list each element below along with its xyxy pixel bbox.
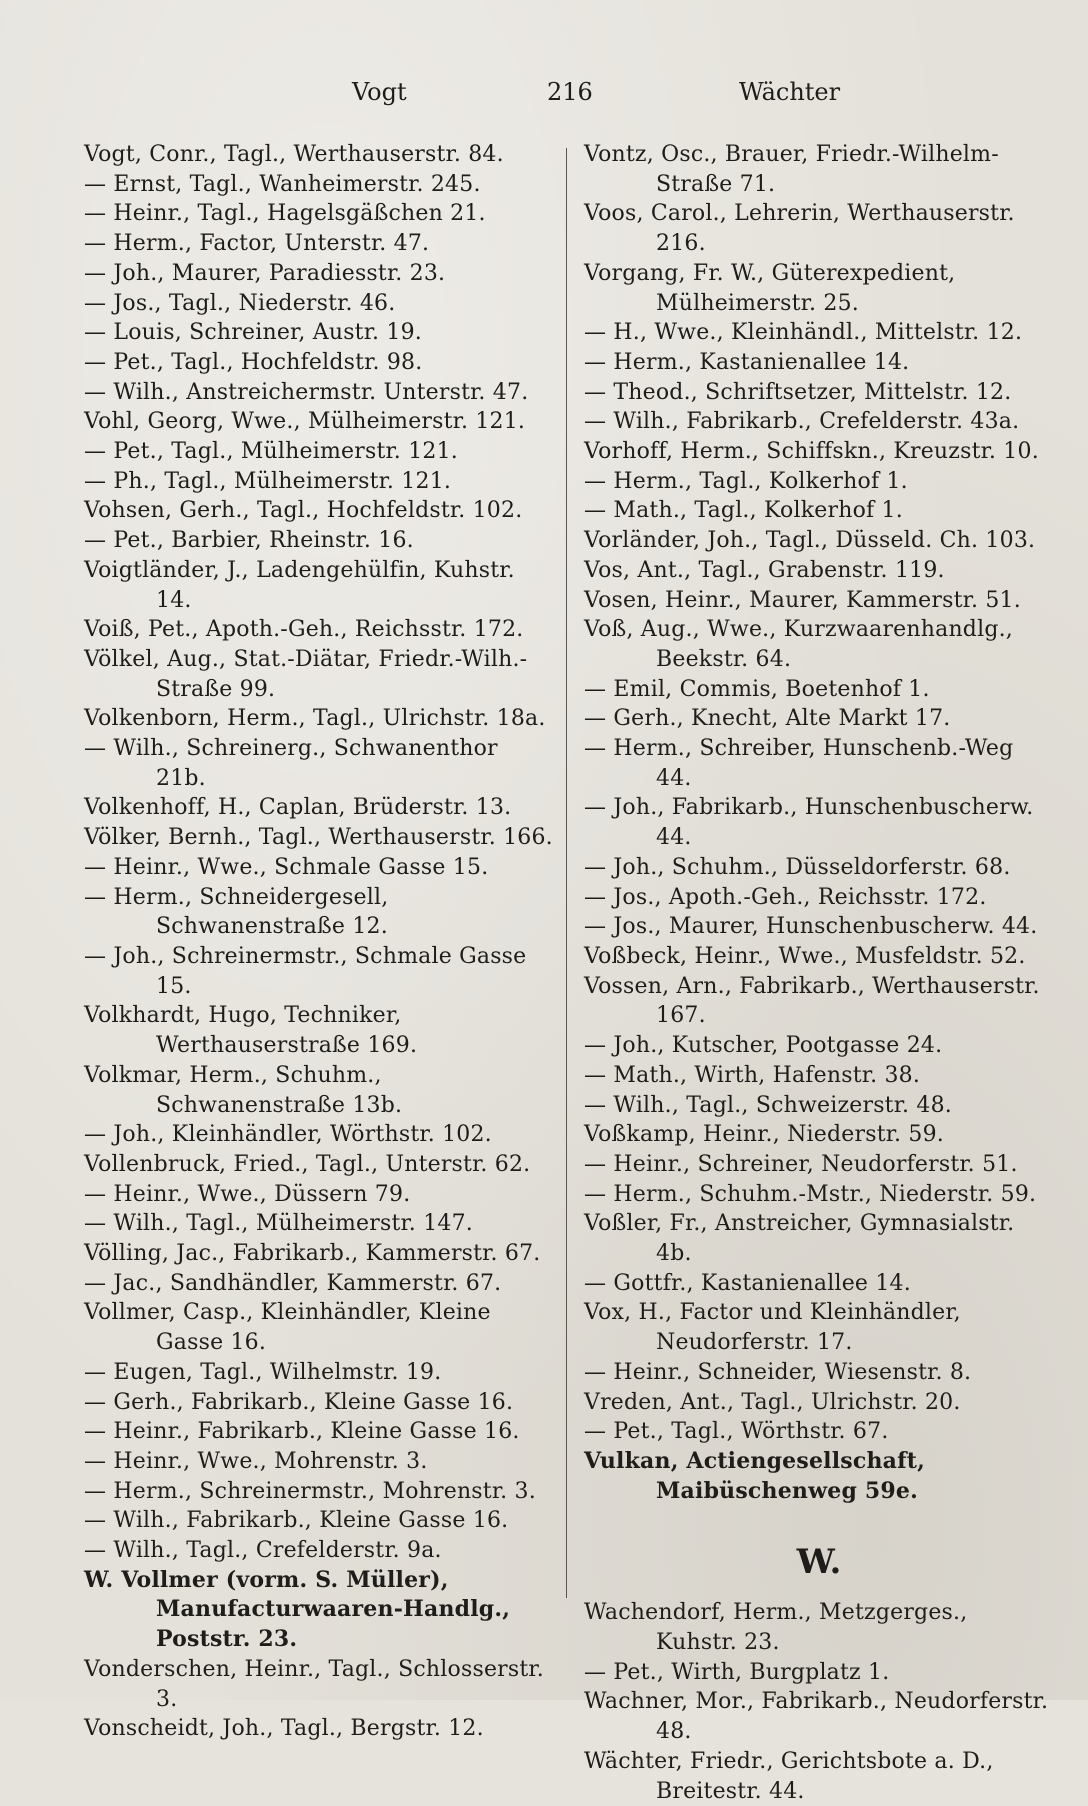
directory-entry: — Heinr., Wwe., Düssern 79. <box>84 1181 411 1207</box>
directory-entry: Vos, Ant., Tagl., Grabenstr. 119. <box>584 557 945 583</box>
directory-entry: — Emil, Commis, Boetenhof 1. <box>584 676 930 702</box>
directory-entry: Völkel, Aug., Stat.-Diätar, Friedr.-Wilh.-Straße 99. <box>84 646 528 702</box>
header-last-name: Wächter <box>739 78 841 106</box>
directory-entry: Volkenhoff, H., Caplan, Brüderstr. 13. <box>84 795 512 821</box>
directory-entry: Völker, Bernh., Tagl., Werthauserstr. 166. <box>84 825 553 851</box>
directory-entry: — Herm., Tagl., Kolkerhof 1. <box>584 468 908 494</box>
directory-entry: — Joh., Schreinermstr., Schmale Gasse 15. <box>84 943 527 999</box>
directory-entry: — Ph., Tagl., Mülheimerstr. 121. <box>84 468 452 494</box>
directory-entry: — Math., Wirth, Hafenstr. 38. <box>584 1062 921 1088</box>
directory-entry: Vulkan, Actiengesellschaft, Maibüschenweg 59e. <box>584 1447 925 1504</box>
directory-entry: Vohl, Georg, Wwe., Mülheimerstr. 121. <box>84 409 526 435</box>
directory-entry: — Wilh., Fabrikarb., Kleine Gasse 16. <box>84 1508 509 1534</box>
directory-entry: — Gerh., Fabrikarb., Kleine Gasse 16. <box>84 1389 514 1415</box>
directory-entry: — Pet., Wirth, Burgplatz 1. <box>584 1659 890 1685</box>
directory-entry: Vollenbruck, Fried., Tagl., Unterstr. 62. <box>84 1151 531 1177</box>
directory-entry: — Herm., Factor, Unterstr. 47. <box>84 231 430 257</box>
directory-entry: — Pet., Tagl., Hochfeldstr. 98. <box>84 349 423 375</box>
directory-entry: — Jos., Maurer, Hunschenbuscherw. 44. <box>584 914 1038 940</box>
directory-entry: — Jac., Sandhändler, Kammerstr. 67. <box>84 1270 502 1296</box>
directory-entry: — Herm., Schuhm.-Mstr., Niederstr. 59. <box>584 1181 1037 1207</box>
directory-entry: — Eugen, Tagl., Wilhelmstr. 19. <box>84 1359 442 1385</box>
directory-entry: Völling, Jac., Fabrikarb., Kammerstr. 67. <box>84 1241 541 1267</box>
directory-entry: Wachendorf, Herm., Metzgerges., Kuhstr. 23. <box>584 1600 968 1656</box>
directory-entry: — Heinr., Wwe., Mohrenstr. 3. <box>84 1448 428 1474</box>
directory-entry: Vonderschen, Heinr., Tagl., Schlosserstr. 3. <box>84 1656 544 1712</box>
directory-entry: — Joh., Kutscher, Pootgasse 24. <box>584 1033 943 1059</box>
page-header <box>84 78 1044 118</box>
directory-entry: Voßler, Fr., Anstreicher, Gymnasialstr. 4b. <box>584 1211 1015 1267</box>
directory-entry: — Pet., Barbier, Rheinstr. 16. <box>84 528 414 554</box>
directory-entry: Vorgang, Fr. W., Güterexpedient, Mülheimerstr. 25. <box>584 260 956 316</box>
directory-entry: Volkenborn, Herm., Tagl., Ulrichstr. 18a. <box>84 706 546 732</box>
directory-entry: — Gerh., Knecht, Alte Markt 17. <box>584 706 951 732</box>
directory-entry: Voigtländer, J., Ladengehülfin, Kuhstr. 14. <box>84 557 515 613</box>
directory-entry: — Joh., Fabrikarb., Hunschenbuscherw. 44. <box>584 795 1034 851</box>
directory-entry: Vox, H., Factor und Kleinhändler, Neudorferstr. 17. <box>584 1300 961 1356</box>
directory-entry: — Joh., Kleinhändler, Wörthstr. 102. <box>84 1122 492 1148</box>
left-column <box>84 140 554 1744</box>
directory-entry: — Heinr., Schreiner, Neudorferstr. 51. <box>584 1151 1018 1177</box>
directory-entry: — Ernst, Tagl., Wanheimerstr. 245. <box>84 171 481 197</box>
directory-entry: — Herm., Schreinermstr., Mohrenstr. 3. <box>84 1478 536 1504</box>
page-number: 216 <box>547 78 593 106</box>
directory-entry: — Jos., Tagl., Niederstr. 46. <box>84 290 396 316</box>
section-letter-heading: W. <box>796 1542 842 1583</box>
directory-entry: Vossen, Arn., Fabrikarb., Werthauserstr. 167. <box>584 973 1040 1029</box>
directory-entry: Volkmar, Herm., Schuhm., Schwanenstraße 13b. <box>84 1062 403 1118</box>
directory-entry: — Heinr., Schneider, Wiesenstr. 8. <box>584 1359 972 1385</box>
right-column <box>584 140 1054 1806</box>
directory-entry: Voos, Carol., Lehrerin, Werthauserstr. 216. <box>584 201 1015 257</box>
directory-entry: Vreden, Ant., Tagl., Ulrichstr. 20. <box>584 1389 961 1415</box>
directory-entry: — Herm., Kastanienallee 14. <box>584 349 910 375</box>
directory-entry: — Joh., Schuhm., Düsseldorferstr. 68. <box>584 854 1011 880</box>
directory-entry: Vorhoff, Herm., Schiffskn., Kreuzstr. 10. <box>584 439 1039 465</box>
directory-entry: — Pet., Tagl., Mülheimerstr. 121. <box>84 439 458 465</box>
directory-entry: Vohsen, Gerh., Tagl., Hochfeldstr. 102. <box>84 498 523 524</box>
directory-entry: Wachner, Mor., Fabrikarb., Neudorferstr. 48. <box>584 1689 1049 1745</box>
directory-entry: — Pet., Tagl., Wörthstr. 67. <box>584 1419 889 1445</box>
directory-entry: Wächter, Friedr., Gerichtsbote a. D., Breitestr. 44. <box>584 1748 994 1804</box>
directory-entry: — Herm., Schreiber, Hunschenb.-Weg 44. <box>584 736 1014 791</box>
column-divider <box>566 148 567 1598</box>
directory-entry: — Herm., Schneidergesell, Schwanenstraße 12. <box>84 884 389 940</box>
directory-entry: — Heinr., Wwe., Schmale Gasse 15. <box>84 854 489 880</box>
directory-entry: Voßkamp, Heinr., Niederstr. 59. <box>584 1122 945 1148</box>
header-first-name: Vogt <box>352 78 407 106</box>
directory-entry: — Louis, Schreiner, Austr. 19. <box>84 320 422 346</box>
directory-entry: Voßbeck, Heinr., Wwe., Musfeldstr. 52. <box>584 943 1026 969</box>
directory-entry: Vorländer, Joh., Tagl., Düsseld. Ch. 103. <box>584 528 1036 554</box>
directory-entry: — Theod., Schriftsetzer, Mittelstr. 12. <box>584 379 1012 405</box>
directory-entry: — Joh., Maurer, Paradiesstr. 23. <box>84 260 446 286</box>
directory-entry: Voiß, Pet., Apoth.-Geh., Reichsstr. 172. <box>84 617 524 643</box>
directory-entry: — Wilh., Schreinerg., Schwanenthor 21b. <box>84 736 498 791</box>
directory-entry: Vosen, Heinr., Maurer, Kammerstr. 51. <box>584 587 1021 613</box>
directory-entry: — H., Wwe., Kleinhändl., Mittelstr. 12. <box>584 320 1023 346</box>
directory-entry: Vogt, Conr., Tagl., Werthauserstr. 84. <box>84 142 504 167</box>
directory-entry: — Heinr., Fabrikarb., Kleine Gasse 16. <box>84 1419 520 1445</box>
directory-entry: — Gottfr., Kastanienallee 14. <box>584 1270 911 1296</box>
directory-entry: — Wilh., Fabrikarb., Crefelderstr. 43a. <box>584 409 1020 435</box>
directory-entry: — Wilh., Tagl., Mülheimerstr. 147. <box>84 1211 473 1237</box>
directory-entry: — Wilh., Anstreichermstr. Unterstr. 47. <box>84 379 529 405</box>
directory-entry: Vollmer, Casp., Kleinhändler, Kleine Gasse 16. <box>84 1300 491 1356</box>
directory-entry: — Heinr., Tagl., Hagelsgäßchen 21. <box>84 201 486 227</box>
directory-entry: Volkhardt, Hugo, Techniker, Werthauserstraße 169. <box>84 1003 418 1059</box>
directory-entry: Vonscheidt, Joh., Tagl., Bergstr. 12. <box>84 1716 484 1742</box>
directory-entry: Vontz, Osc., Brauer, Friedr.-Wilhelm-Straße 71. <box>584 142 999 197</box>
directory-entry: — Wilh., Tagl., Crefelderstr. 9a. <box>84 1538 442 1564</box>
directory-entry: W. Vollmer (vorm. S. Müller), Manufacturwaaren-Handlg., Poststr. 23. <box>84 1566 511 1653</box>
directory-entry: Voß, Aug., Wwe., Kurzwaarenhandlg., Beekstr. 64. <box>584 617 1013 672</box>
directory-entry: — Wilh., Tagl., Schweizerstr. 48. <box>584 1092 952 1118</box>
directory-entry: — Jos., Apoth.-Geh., Reichsstr. 172. <box>584 884 987 910</box>
directory-entry: — Math., Tagl., Kolkerhof 1. <box>584 498 903 524</box>
